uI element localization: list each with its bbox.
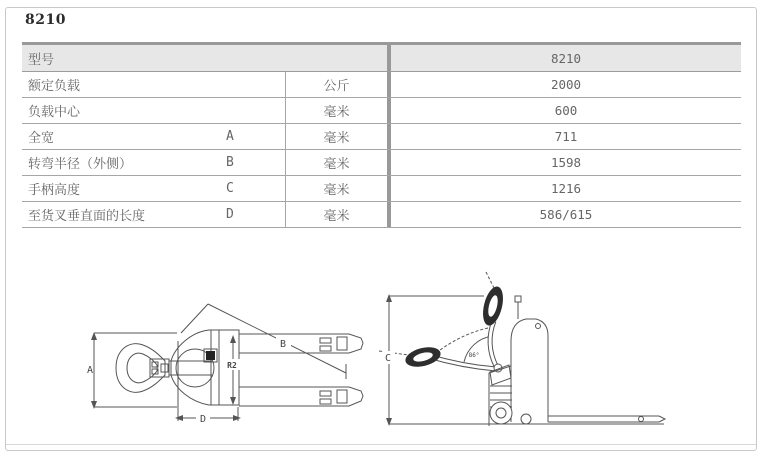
row-unit: 毫米 xyxy=(285,176,387,201)
footer-divider xyxy=(6,444,756,445)
row-label: 至货叉垂直面的长度 xyxy=(28,209,146,224)
top-view-drawing xyxy=(81,269,371,431)
table-row xyxy=(22,72,741,98)
row-label: 负载中心 xyxy=(28,105,81,120)
row-unit: 毫米 xyxy=(285,124,387,149)
table-row xyxy=(22,202,741,228)
page-title: 8210 xyxy=(25,12,66,28)
spec-table xyxy=(22,42,741,228)
row-unit: 毫米 xyxy=(285,98,387,123)
table-row xyxy=(22,176,741,202)
spec-sheet-page xyxy=(5,7,757,451)
row-value: 600 xyxy=(387,98,741,123)
row-label: 型号 xyxy=(28,52,55,68)
dim-label-b: B xyxy=(279,339,287,350)
row-letter: C xyxy=(226,181,234,196)
row-value: 1598 xyxy=(387,150,741,175)
dim-label-r2: R2 xyxy=(227,361,237,370)
dim-label-d: D xyxy=(199,414,207,425)
row-letter: B xyxy=(226,155,234,170)
row-value: 711 xyxy=(387,124,741,149)
row-unit: 公斤 xyxy=(285,72,387,97)
row-unit: 毫米 xyxy=(285,150,387,175)
row-value: 586/615 xyxy=(387,202,741,227)
row-unit: 毫米 xyxy=(285,202,387,227)
row-label: 手柄高度 xyxy=(28,183,81,198)
row-label: 额定负载 xyxy=(28,79,81,94)
table-row-model xyxy=(22,45,741,72)
table-row xyxy=(22,98,741,124)
table-row xyxy=(22,124,741,150)
table-row xyxy=(22,150,741,176)
row-value: 2000 xyxy=(387,72,741,97)
angle-label: 86° xyxy=(468,352,480,359)
row-label: 全宽 xyxy=(28,131,55,146)
pallet-truck-top-view-icon xyxy=(81,269,371,431)
row-value: 1216 xyxy=(387,176,741,201)
row-letter: D xyxy=(226,207,234,222)
dim-label-c: C xyxy=(384,353,392,364)
pallet-truck-side-view-icon xyxy=(376,266,671,428)
row-letter: A xyxy=(226,129,234,144)
row-value: 8210 xyxy=(387,45,741,71)
row-label: 转弯半径（外侧） xyxy=(28,157,133,172)
side-view-drawing xyxy=(376,266,671,428)
dim-label-a: A xyxy=(87,365,94,376)
